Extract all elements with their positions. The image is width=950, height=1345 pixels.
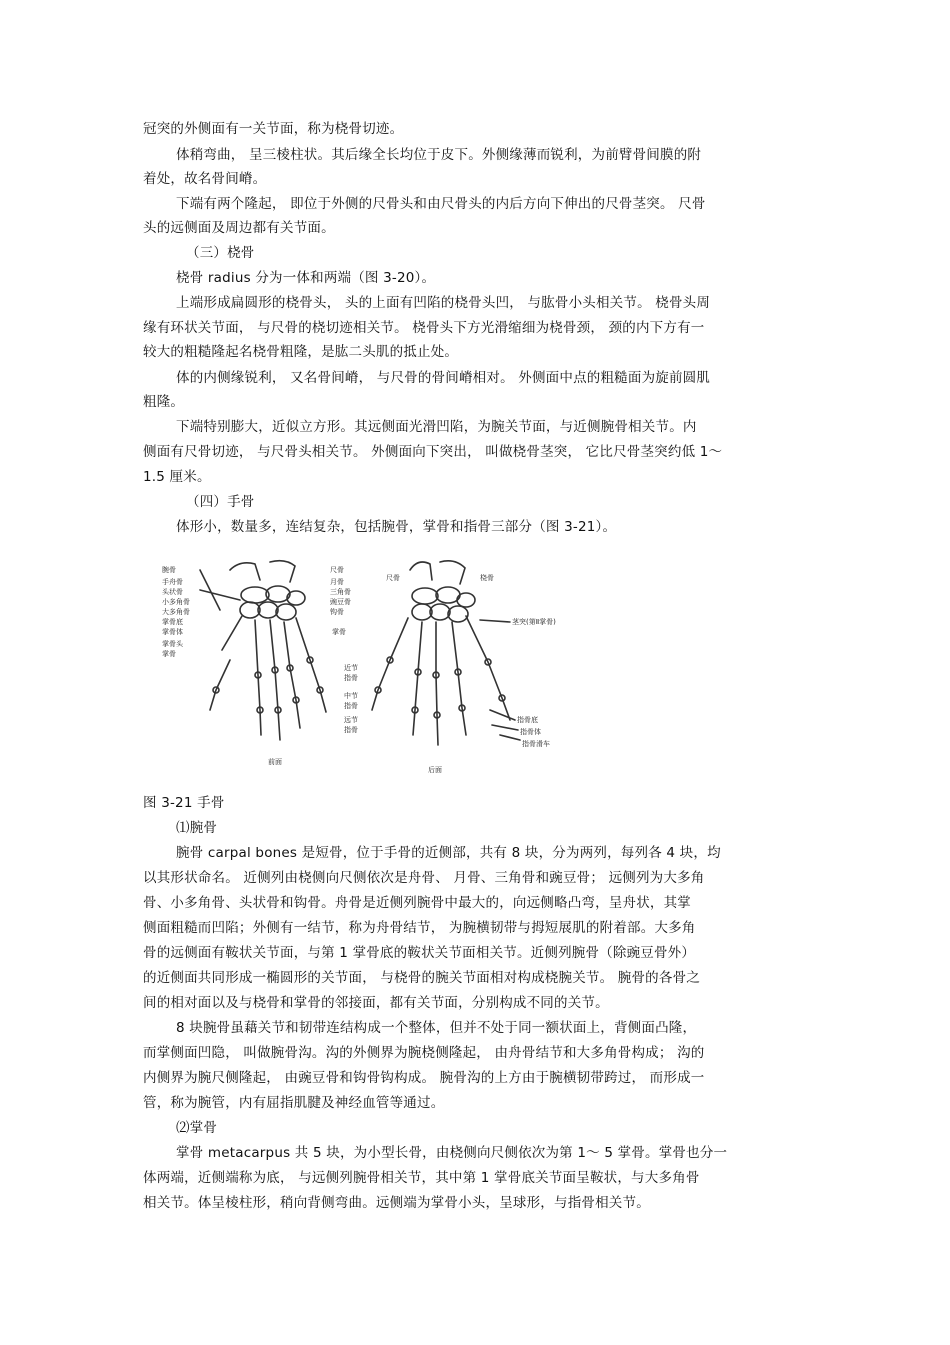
text-line: 侧面粗糙而凹陷；外侧有一结节，称为舟骨结节， 为腕横韧带与拇短展肌的附着部。大多角 [143,920,696,936]
text-line: 体的内侧缘锐利， 又名骨间嵴， 与尺骨的骨间嵴相对。 外侧面中点的粗糙面为旋前圆肌 [176,370,711,386]
bone-label: 钩骨 [330,608,344,616]
text-line: 腕骨 carpal bones 是短骨，位于手骨的近侧部，共有 8 块，分为两列，每列各 4 块，均 [176,845,721,861]
bone-label: 桡骨 [480,574,494,582]
subsection-heading: ⑵掌骨 [176,1120,218,1136]
figure-view-caption: 后面 [428,766,442,774]
bone-label: 掌骨 [162,650,176,658]
bone-label: 茎突(第Ⅱ掌骨) [512,618,556,626]
text-line: 下端有两个隆起， 即位于外侧的尺骨头和由尺骨头的内后方向下伸出的尺骨茎突。 尺骨 [176,196,706,212]
bone-label: 大多角骨 [162,608,190,616]
hand-bones-illustration [160,550,580,780]
text-line: 而掌侧面凹隐， 叫做腕骨沟。沟的外侧界为腕桡侧隆起， 由舟骨结节和大多角骨构成； 沟的 [143,1045,705,1061]
bone-label: 近节 [344,664,358,672]
bone-label: 尺骨 [386,574,400,582]
bone-label: 中节 [344,692,358,700]
bone-label: 指骨 [344,726,358,734]
bone-label: 掌骨体 [162,628,183,636]
middle-bone-labels [330,565,358,734]
bone-label: 尺骨 [330,566,344,574]
bone-label: 小多角骨 [162,598,190,606]
bone-label: 掌骨头 [162,640,183,648]
bone-label: 指骨体 [520,728,541,736]
bone-label: 豌豆骨 [330,598,351,606]
bone-label: 头状骨 [162,588,183,596]
bone-label: 三角骨 [330,588,351,596]
right-bone-labels [386,573,556,748]
text-line: 缘有环状关节面， 与尺骨的桡切迹相关节。 桡骨头下方光滑缩细为桡骨颈， 颈的内下方有一 [143,320,705,336]
text-line: 相关节。体呈棱柱形，稍向背侧弯曲。远侧端为掌骨小头，呈球形，与指骨相关节。 [143,1195,650,1211]
text-line: 着处，故名骨间嵴。 [143,171,267,187]
text-line: 体两端，近侧端称为底， 与远侧列腕骨相关节，其中第 1 掌骨底关节面呈鞍状，与大多角骨 [143,1170,700,1186]
text-line: 体稍弯曲， 呈三棱柱状。其后缘全长均位于皮下。外侧缘薄而锐利，为前臂骨间膜的附 [176,147,702,163]
bone-label: 远节 [344,716,358,724]
text-line: 管，称为腕管，内有屈指肌腱及神经血管等通过。 [143,1095,445,1111]
text-line: 侧面有尺骨切迹， 与尺骨头相关节。 外侧面向下突出， 叫做桡骨茎突， 它比尺骨茎突约低 1～ [143,444,723,460]
bone-label: 手舟骨 [162,578,183,586]
bone-label: 掌骨 [332,628,346,636]
text-line: 较大的粗糙隆起名桡骨粗隆，是肱二头肌的抵止处。 [143,344,459,360]
text-line: 上端形成扁圆形的桡骨头， 头的上面有凹陷的桡骨头凹， 与肱骨小头相关节。 桡骨头周 [176,295,711,311]
text-line: 体形小，数量多，连结复杂，包括腕骨，掌骨和指骨三部分（图 3-21）。 [176,519,617,535]
text-line: 头的远侧面及周边都有关节面。 [143,220,335,236]
text-line: 1.5 厘米。 [143,469,211,485]
section-heading: （四）手骨 [186,494,255,510]
bone-label: 掌骨底 [162,618,183,626]
text-line: 以其形状命名。 近侧列由桡侧向尺侧依次是舟骨、 月骨、三角骨和豌豆骨； 远侧列为大多角 [143,870,705,886]
bone-label: 指骨 [344,674,358,682]
bone-label: 腕骨 [162,566,176,574]
left-bone-labels [162,565,190,658]
text-line: 间的相对面以及与桡骨和掌骨的邻接面，都有关节面，分别构成不同的关节。 [143,995,609,1011]
text-line: 粗隆。 [143,394,185,410]
text-line: 下端特别膨大，近似立方形。其远侧面光滑凹陷，为腕关节面，与近侧腕骨相关节。内 [176,419,697,435]
text-line: 的近侧面共同形成一椭圆形的关节面， 与桡骨的腕关节面相对构成桡腕关节。 腕骨的各骨之 [143,970,700,986]
text-line: 内侧界为腕尺侧隆起， 由豌豆骨和钩骨钩构成。 腕骨沟的上方由于腕横韧带跨过， 而形成一 [143,1070,705,1086]
hand-bones-figure [160,550,580,780]
subsection-heading: ⑴腕骨 [176,820,218,836]
bone-label: 指骨滑车 [522,740,550,748]
text-line: 冠突的外侧面有一关节面，称为桡骨切迹。 [143,121,404,137]
text-line: 掌骨 metacarpus 共 5 块，为小型长骨，由桡侧向尺侧依次为第 1～ 5 掌骨。掌骨也分一 [176,1145,728,1161]
text-line: 骨的远侧面有鞍状关节面，与第 1 掌骨底的鞍状关节面相关节。近侧列腕骨（除豌豆骨外） [143,945,696,961]
text-line: 8 块腕骨虽藉关节和韧带连结构成一个整体，但并不处于同一额状面上，背侧面凸隆， [176,1020,697,1036]
bone-label: 指骨 [344,702,358,710]
bone-label: 指骨底 [517,716,538,724]
section-heading: （三）桡骨 [186,245,255,261]
bone-label: 月骨 [330,578,344,586]
text-line: 桡骨 radius 分为一体和两端（图 3-20）。 [176,270,436,286]
figure-view-caption: 前面 [268,758,282,766]
figure-caption: 图 3-21 手骨 [143,795,225,811]
text-line: 骨、小多角骨、头状骨和钩骨。舟骨是近侧列腕骨中最大的，向远侧略凸弯，呈舟状，其掌 [143,895,691,911]
